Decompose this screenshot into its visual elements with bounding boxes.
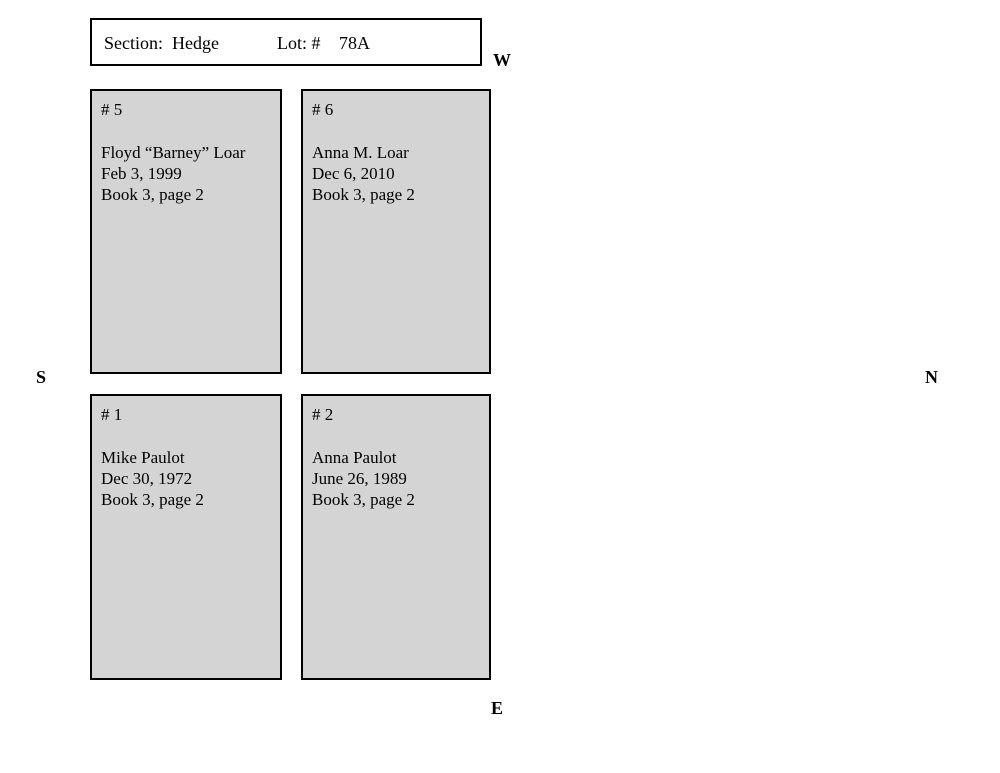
plot-number: # 5 (101, 100, 123, 119)
plot-detail-date: Dec 30, 1972 (101, 469, 193, 488)
plot-detail-reference: Book 3, page 2 (101, 185, 204, 204)
plot-details (312, 447, 415, 510)
compass-west-label: W (493, 50, 511, 70)
section-header-box (90, 18, 482, 66)
plot-detail-name: Anna M. Loar (312, 143, 409, 162)
plot-details (101, 142, 245, 205)
plot-number: # 6 (312, 100, 334, 119)
lot-value: 78A (339, 33, 370, 53)
plot-detail-reference: Book 3, page 2 (101, 490, 204, 509)
plot-detail-reference: Book 3, page 2 (312, 490, 415, 509)
plot-detail-name: Anna Paulot (312, 448, 397, 467)
section-value: Hedge (172, 33, 219, 53)
plot-number: # 1 (101, 405, 123, 424)
plot-details (312, 142, 415, 205)
section-label: Section: (104, 33, 163, 53)
plot-detail-date: Feb 3, 1999 (101, 164, 182, 183)
plot-number: # 2 (312, 405, 334, 424)
plot-detail-date: June 26, 1989 (312, 469, 407, 488)
plot-detail-name: Mike Paulot (101, 448, 185, 467)
plot-cell (301, 394, 491, 680)
compass-east-label: E (491, 698, 504, 718)
compass-north-label: N (925, 367, 938, 387)
plot-details (101, 447, 204, 510)
compass-south-label: S (36, 367, 47, 387)
plot-detail-date: Dec 6, 2010 (312, 164, 395, 183)
plot-cell (90, 394, 282, 680)
plot-cell (90, 89, 282, 374)
plot-cell (301, 89, 491, 374)
plot-detail-reference: Book 3, page 2 (312, 185, 415, 204)
plot-detail-name: Floyd “Barney” Loar (101, 143, 246, 162)
lot-label: Lot: # (277, 33, 321, 53)
